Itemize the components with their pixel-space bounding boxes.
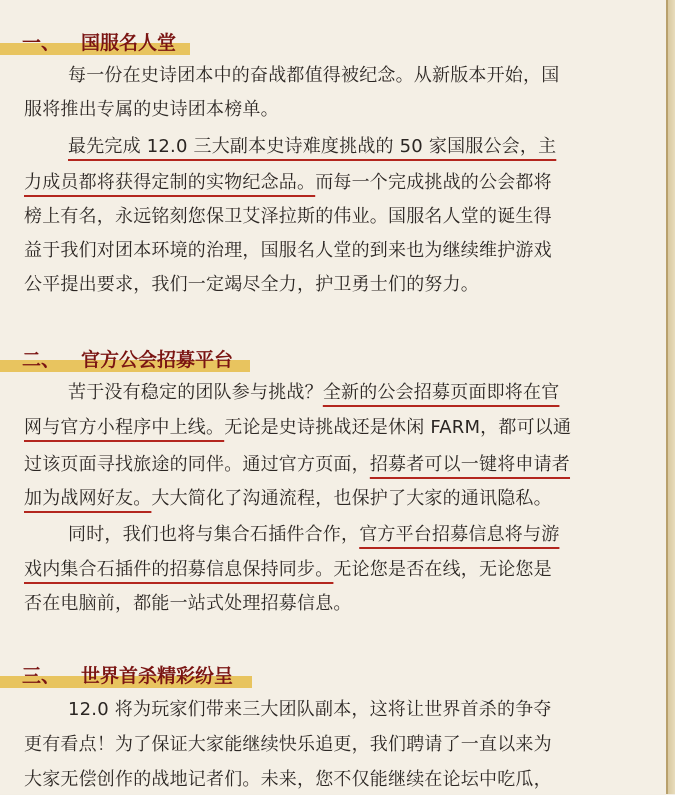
paragraph-line: 同时，我们也将与集合石插件合作，官方平台招募信息将与游 [68,524,560,545]
paragraph-line: 加为战网好友。大大简化了沟通流程，也保护了大家的通讯隐私。 [24,488,552,509]
paragraph-line: 苦于没有稳定的团队参与挑战？全新的公会招募页面即将在官 [68,382,560,403]
paragraph-line: 公平提出要求，我们一定竭尽全力，护卫勇士们的努力。 [24,274,479,295]
heading-title: 官方公会招募平台 [81,348,234,371]
section-heading-3 [0,658,252,690]
heading-number: 三、 [22,664,61,687]
paragraph-line: 榜上有名，永远铭刻您保卫艾泽拉斯的伟业。国服名人堂的诞生得 [24,206,552,227]
highlighted-text: 招募者可以一键将申请者 [369,454,571,475]
heading-number: 一、 [22,31,61,54]
highlighted-text: 力成员都将获得定制的实物纪念品。 [24,172,316,193]
paragraph-line: 否在电脑前，都能一站式处理招募信息。 [24,593,352,614]
heading-title: 国服名人堂 [81,31,177,54]
highlighted-text: 全新的公会招募页面即将在官 [322,382,560,403]
highlighted-text: 加为战网好友。 [24,488,152,509]
heading-title: 世界首杀精彩纷呈 [81,664,234,687]
paragraph-line [68,132,556,162]
paragraph-line: 戏内集合石插件的招募信息保持同步。无论您是否在线，无论您是 [24,559,552,580]
highlighted-text: 最先完成 12.0 三大副本史诗难度挑战的 50 家国服公会，主 [68,136,557,157]
paragraph-line: 更有看点！为了保证大家能继续快乐追更，我们聘请了一直以来为 [24,734,552,755]
section-heading-1 [0,25,190,57]
section-heading-2 [0,342,250,374]
paragraph-line: 12.0 将为玩家们带来三大团队副本，这将让世界首杀的争夺 [68,699,552,720]
highlighted-text: 戏内集合石插件的招募信息保持同步。 [24,559,334,580]
paragraph-line: 服将推出专属的史诗团本榜单。 [24,99,279,120]
paragraph-line: 大家无偿创作的战地记者们。未来，您不仅能继续在论坛中吃瓜， [24,769,552,790]
paragraph-line: 网与官方小程序中上线。无论是史诗挑战还是休闲 FARM，都可以通 [24,417,572,438]
highlighted-text: 官方平台招募信息将与游 [359,524,560,545]
heading-number: 二、 [22,348,61,371]
paragraph-line: 过该页面寻找旅途的同伴。通过官方页面，招募者可以一键将申请者 [24,454,571,475]
paragraph-line: 每一份在史诗团本中的奋战都值得被纪念。从新版本开始，国 [68,65,560,86]
page-edge-border [666,0,675,794]
highlighted-text: 网与官方小程序中上线。 [24,417,225,438]
paragraph-line: 力成员都将获得定制的实物纪念品。而每一个完成挑战的公会都将 [24,172,552,193]
paragraph-line: 益于我们对团本环境的治理，国服名人堂的到来也为继续维护游戏 [24,240,552,261]
